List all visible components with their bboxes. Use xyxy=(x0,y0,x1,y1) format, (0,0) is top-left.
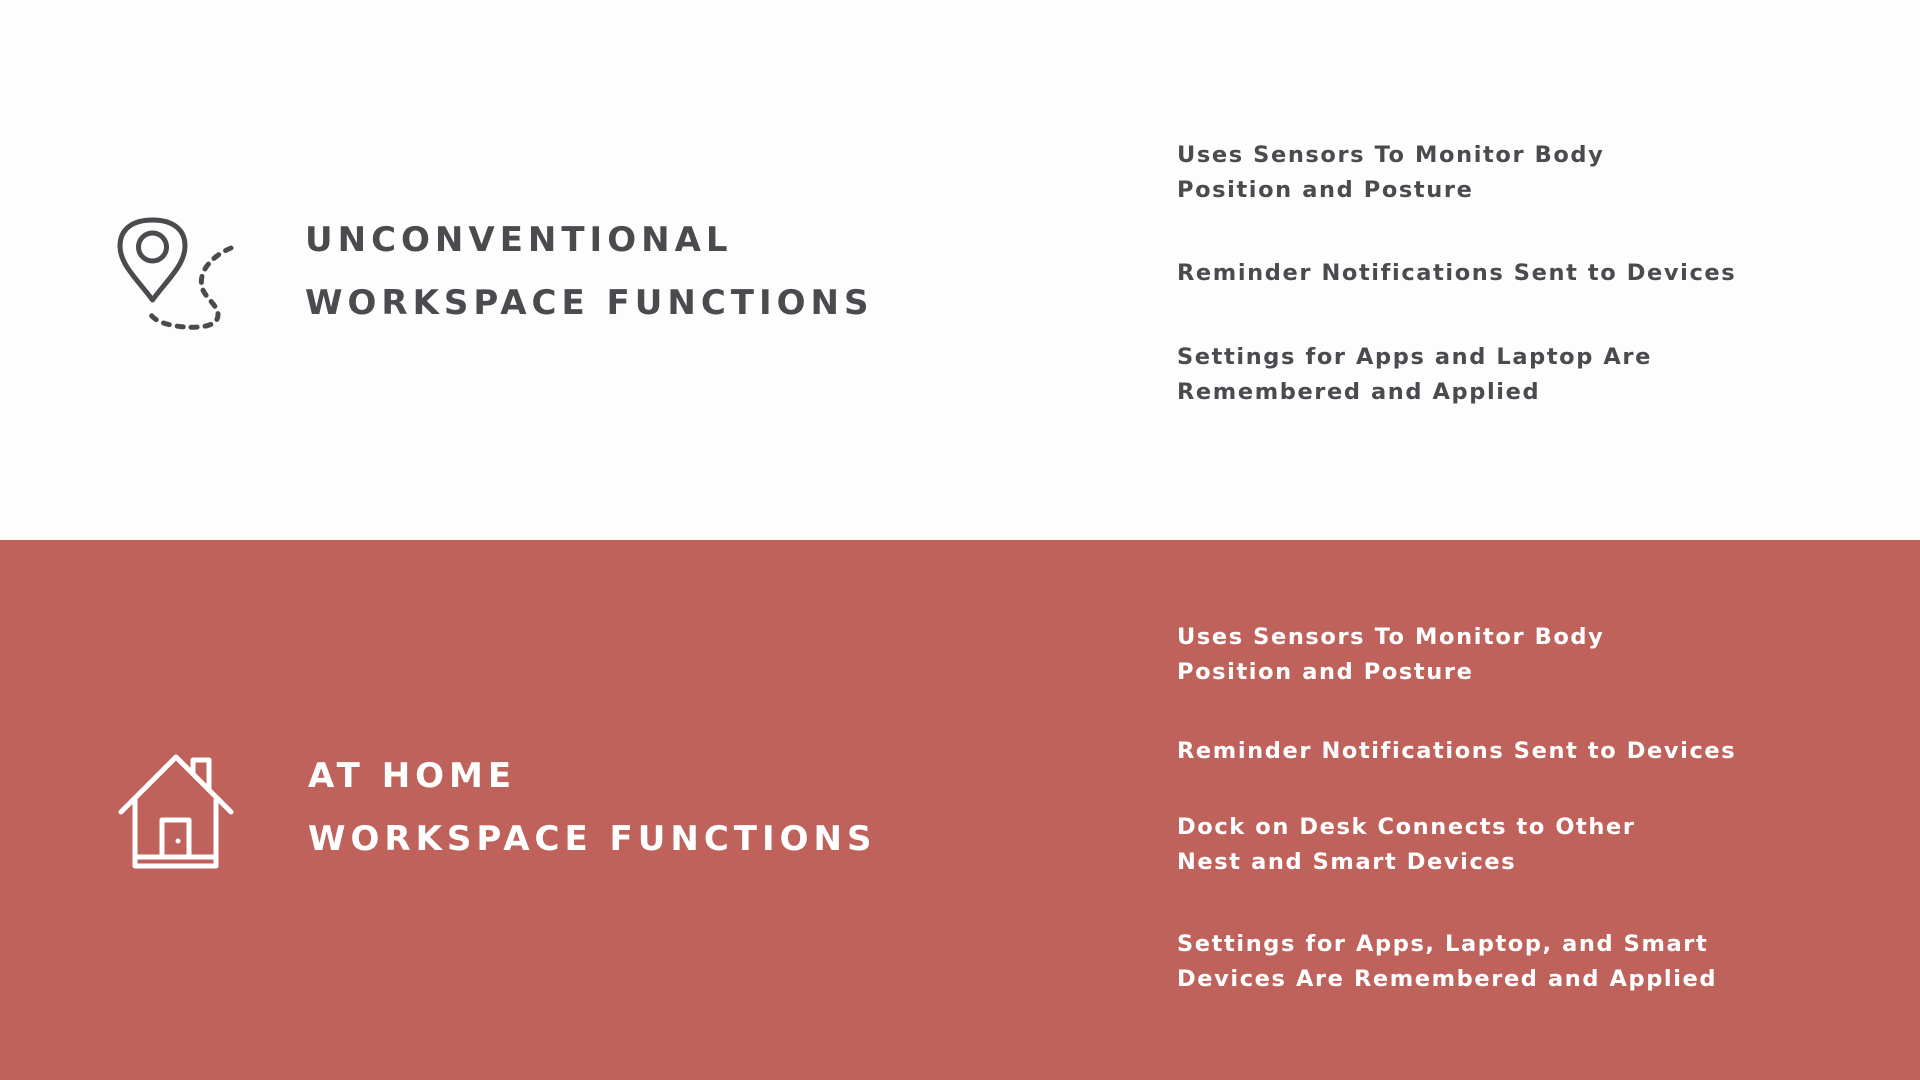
feature-item xyxy=(1177,734,1736,769)
feature-item xyxy=(1177,138,1604,208)
feature-line: Position and Posture xyxy=(1177,177,1474,203)
feature-line: Reminder Notifications Sent to Devices xyxy=(1177,260,1737,286)
heading-line: WORKSPACE FUNCTIONS xyxy=(308,819,877,859)
at-home-workspace-section xyxy=(0,540,1920,1080)
feature-line: Settings for Apps, Laptop, and Smart xyxy=(1177,931,1709,957)
feature-line: Reminder Notifications Sent to Devices xyxy=(1177,738,1737,764)
feature-line: Devices Are Remembered and Applied xyxy=(1177,966,1718,992)
feature-item xyxy=(1177,256,1736,291)
feature-line: Settings for Apps and Laptop Are xyxy=(1177,344,1652,370)
heading-line: WORKSPACE FUNCTIONS xyxy=(305,283,874,323)
heading-line: AT HOME xyxy=(308,756,517,796)
feature-item xyxy=(1177,620,1604,690)
feature-line: Nest and Smart Devices xyxy=(1177,849,1517,875)
feature-line: Position and Posture xyxy=(1177,659,1474,685)
section-heading xyxy=(308,745,876,871)
feature-item xyxy=(1177,340,1652,410)
feature-item xyxy=(1177,927,1717,997)
section-heading xyxy=(305,209,873,335)
feature-item xyxy=(1177,810,1636,880)
heading-line: UNCONVENTIONAL xyxy=(305,220,733,260)
house-icon xyxy=(118,751,238,871)
feature-line: Remembered and Applied xyxy=(1177,379,1541,405)
feature-line: Uses Sensors To Monitor Body xyxy=(1177,624,1605,650)
map-pin-path-icon xyxy=(116,215,236,335)
feature-line: Uses Sensors To Monitor Body xyxy=(1177,142,1605,168)
feature-line: Dock on Desk Connects to Other xyxy=(1177,814,1636,840)
